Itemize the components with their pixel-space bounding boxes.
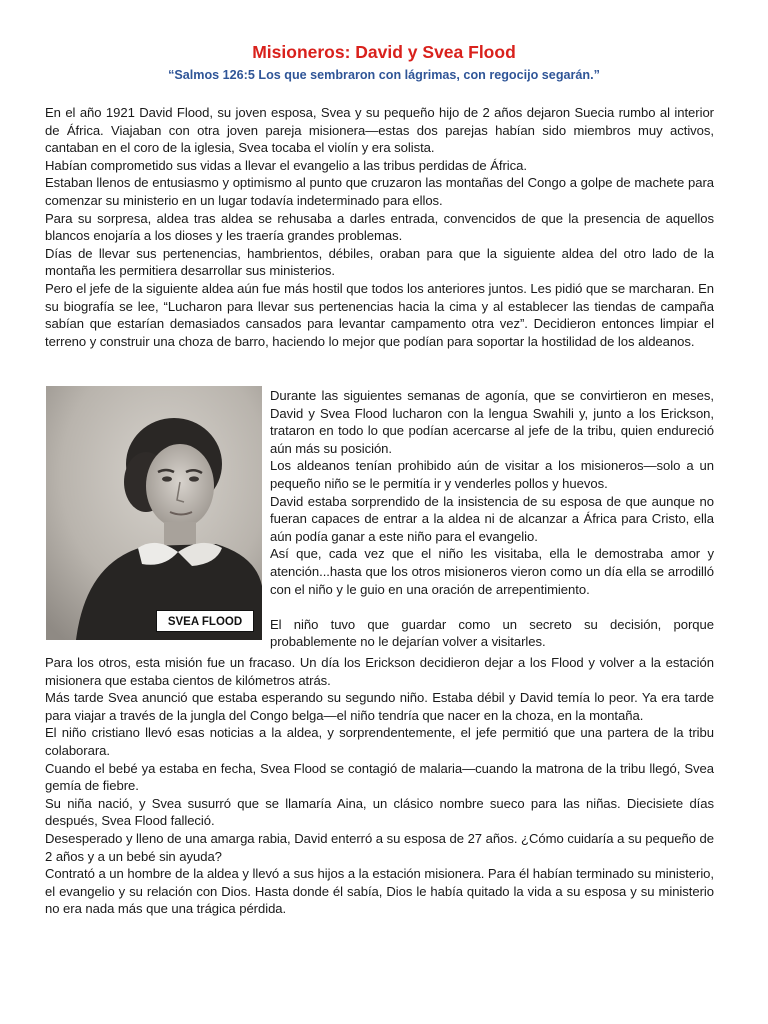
paragraph: Cuando el bebé ya estaba en fecha, Svea Flood se contagió de malaria—cuando la matrona de la tribu llegó, Svea gemía de fiebre. (45, 760, 714, 794)
document-title: Misioneros: David y Svea Flood (252, 42, 516, 62)
paragraph: Contrató a un hombre de la aldea y llevó a sus hijos a la estación misionera. Para él habían terminado su ministerio, el evangelio y su relación con Dios. Hasta donde él sabía, Dios le había quitado la vida a su esposa y su ministerio no era nada más que una trágica pérdida. (45, 866, 714, 917)
paragraph: Habían comprometido sus vidas a llevar el evangelio a las tribus perdidas de África. (45, 157, 527, 173)
paragraph: El niño tuvo que guardar como un secreto su decisión, porque probablemente no le dejarían volver a visitarles. (270, 616, 714, 650)
paragraph: Durante las siguientes semanas de agonía, que se convirtieron en meses, David y Svea Flood lucharon con la lengua Swahili y, junto a los Erickson, trataron en todo lo que podían acercarse al jefe de la tribu, quien endureció aún más su posición. (270, 388, 714, 456)
paragraph: En el año 1921 David Flood, su joven esposa, Svea y su pequeño hijo de 2 años dejaron Suecia rumbo al interior de África. Viajaban con otra joven pareja misionera—estas dos parejas habían sido miembros muy activos, cantaban en el coro de la iglesia, Svea tocaba el violín y era solista. (45, 105, 714, 156)
paragraph: Los aldeanos tenían prohibido aún de visitar a los misioneros—solo a un pequeño niño se le permitía ir y venderles pollos y huevos. (270, 458, 714, 491)
paragraph: Su niña nació, y Svea susurró que se llamaría Aina, un clásico nombre sueco para las niñas. Diecisiete días después, Svea Flood falleció. (45, 795, 714, 829)
bottom-section (45, 654, 714, 918)
paragraph: Días de llevar sus pertenencias, hambrientos, débiles, oraban para que la siguiente aldea del otro lado de la montaña les permitiera desarrollar sus ministerios. (45, 245, 714, 279)
paragraph: Para su sorpresa, aldea tras aldea se rehusaba a darles entrada, convencidos de que la presencia de aquellos blancos enojaría a los dioses y les traería grandes problemas. (45, 210, 714, 244)
svea-flood-photo (46, 386, 262, 640)
photo-caption: SVEA FLOOD (156, 610, 254, 632)
paragraph: Desesperado y lleno de una amarga rabia, David enterró a su esposa de 27 años. ¿Cómo cuidaría a su pequeño de 2 años y a un bebé sin ayuda? (45, 830, 714, 864)
document-subtitle: “Salmos 126:5 Los que sembraron con lágrimas, con regocijo segarán.” (168, 68, 600, 82)
paragraph: Así que, cada vez que el niño les visitaba, ella le demostraba amor y atención...hasta que los otros misioneros vieron como un día ella se arrodilló con el niño y le guio en una oración de arrepentimiento. (270, 546, 714, 597)
intro-section (45, 104, 714, 350)
paragraph: Más tarde Svea anunció que estaba esperando su segundo niño. Estaba débil y David temía lo peor. Ya era tarde para viajar a través de la jungla del Congo belga—el niño tendría que nacer en la choza, en la montaña. (45, 690, 714, 723)
paragraph: Estaban llenos de entusiasmo y optimismo al punto que cruzaron las montañas del Congo a golpe de machete para comenzar su ministerio en un lugar todavía indeterminado para ellos. (45, 175, 714, 208)
paragraph: El niño cristiano llevó esas noticias a la aldea, y sorprendentemente, el jefe permitió que una partera de la tribu colaborara. (45, 725, 714, 758)
side-section (270, 387, 714, 651)
paragraph: Para los otros, esta misión fue un fracaso. Un día los Erickson decidieron dejar a los Flood y volver a la estación misionera que estaba cientos de kilómetros atrás. (45, 655, 714, 688)
paragraph-spacer (270, 598, 714, 616)
portrait-image (46, 386, 262, 640)
paragraph: David estaba sorprendido de la insistencia de su esposa de que aunque no fueran capaces de entrar a la aldea ni de alcanzar a África para Cristo, ella aún podía ganar a este niño para el evangelio. (270, 493, 714, 544)
paragraph: Pero el jefe de la siguiente aldea aún fue más hostil que todos los anteriores juntos. Les pidió que se marcharan. En su biografía se lee, “Lucharon para llevar sus pertenencias hacia la cima y al establecer las tiendas de campaña sabían que estarían demasiados cansados para levantar campamento otra vez”. Decidieron entonces limpiar el terreno y construir una choza de barro, haciendo lo mejor que podían para soportar la hostilidad de los aldeanos. (45, 280, 714, 349)
